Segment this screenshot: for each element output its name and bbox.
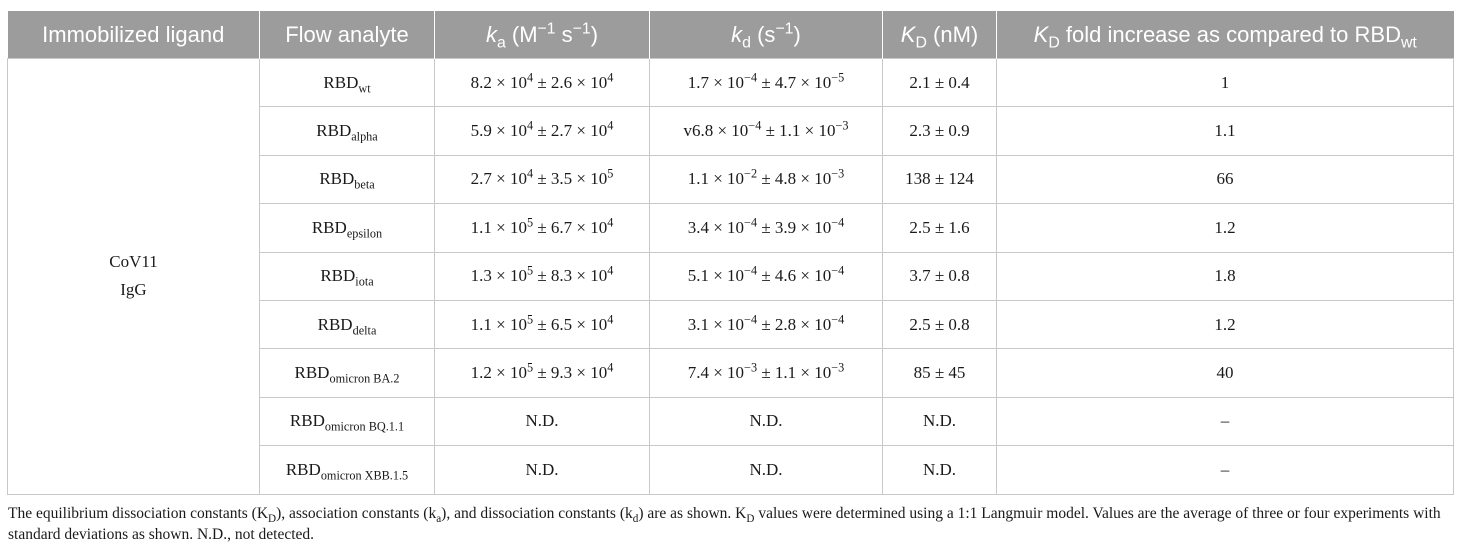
header-cell-fold: $K_D$ fold increase as compared to $RBD_{wt}$ [997, 11, 1454, 59]
kd-cell: $v6.8 \times 10^{-4} \pm 1.1 \times 10^{-3}$ [650, 107, 883, 155]
analyte-base: RBD [323, 72, 359, 92]
ligand-cell [8, 59, 260, 495]
analyte-variant: beta [354, 177, 375, 192]
kd-cell: $1.1 \times 10^{-2} \pm 4.8 \times 10^{-3}$ [650, 155, 883, 203]
fold-cell: – [997, 446, 1454, 494]
fold-cell: 1.8 [997, 252, 1454, 300]
ka-cell: $2.7 \times 10^4 \pm 3.5 \times 10^5$ [435, 155, 650, 203]
analyte-cell [260, 300, 435, 348]
ka-cell: N.D. [435, 446, 650, 494]
header-cell-KD: $K_D$ (nM) [883, 11, 997, 59]
fold-cell: – [997, 397, 1454, 445]
analyte-cell [260, 252, 435, 300]
ligand-line: IgG [120, 280, 147, 300]
ka-cell: $1.2 \times 10^5 \pm 9.3 \times 10^4$ [435, 349, 650, 397]
KD-cell: 2.5 ± 0.8 [883, 300, 997, 348]
analyte-base: RBD [311, 217, 347, 237]
KD-cell: 2.5 ± 1.6 [883, 204, 997, 252]
ligand-line: CoV11 [109, 252, 158, 272]
analyte-cell [260, 107, 435, 155]
KD-cell: N.D. [883, 446, 997, 494]
fold-cell: 40 [997, 349, 1454, 397]
analyte-variant: epsilon [346, 226, 383, 241]
KD-cell: N.D. [883, 397, 997, 445]
analyte-cell [260, 155, 435, 203]
fold-cell: 1.2 [997, 204, 1454, 252]
analyte-base: RBD [320, 266, 356, 286]
KD-cell: 2.3 ± 0.9 [883, 107, 997, 155]
analyte-base: RBD [285, 459, 321, 479]
table-body [8, 59, 1454, 495]
KD-cell: 3.7 ± 0.8 [883, 252, 997, 300]
analyte-variant: delta [352, 322, 377, 337]
ka-cell: $8.2 \times 10^4 \pm 2.6 \times 10^4$ [435, 59, 650, 107]
header-cell-ka: $k_a$ ($M^{-1}$ $s^{-1}$) [435, 11, 650, 59]
kd-cell: N.D. [650, 397, 883, 445]
kd-cell: $5.1 \times 10^{-4} \pm 4.6 \times 10^{-4}$ [650, 252, 883, 300]
analyte-cell [260, 59, 435, 107]
header-suffix-fold: fold increase as compared to $RBD_{wt}$ [1059, 21, 1417, 52]
header-cell-ligand: Immobilized ligand [8, 11, 260, 59]
kd-cell: $7.4 \times 10^{-3} \pm 1.1 \times 10^{-3}$ [650, 349, 883, 397]
analyte-variant: iota [355, 274, 374, 289]
analyte-variant: wt [358, 80, 371, 95]
analyte-base: RBD [289, 411, 325, 431]
header-suffix-ka: ($M^{-1}$ $s^{-1}$) [505, 19, 599, 47]
kd-cell: $3.4 \times 10^{-4} \pm 3.9 \times 10^{-4}$ [650, 204, 883, 252]
analyte-base: RBD [316, 121, 352, 141]
KD-cell: 138 ± 124 [883, 155, 997, 203]
table-row [8, 59, 1454, 107]
kd-cell: $1.7 \times 10^{-4} \pm 4.7 \times 10^{-5}$ [650, 59, 883, 107]
analyte-cell [260, 397, 435, 445]
ka-cell: $1.3 \times 10^5 \pm 8.3 \times 10^4$ [435, 252, 650, 300]
header-suffix-kd: $(s^{-1})$ [750, 19, 801, 47]
fold-cell: 1 [997, 59, 1454, 107]
fold-cell: 1.1 [997, 107, 1454, 155]
fold-cell: 1.2 [997, 300, 1454, 348]
analyte-base: RBD [317, 314, 353, 334]
KD-cell: 2.1 ± 0.4 [883, 59, 997, 107]
analyte-variant: alpha [351, 129, 378, 144]
data-table [7, 11, 1454, 495]
header-row [8, 11, 1454, 59]
analyte-variant: omicron BQ.1.1 [324, 419, 405, 434]
kd-cell: $3.1 \times 10^{-4} \pm 2.8 \times 10^{-4}$ [650, 300, 883, 348]
kd-cell: N.D. [650, 446, 883, 494]
analyte-cell [260, 446, 435, 494]
analyte-base: RBD [294, 363, 330, 383]
fold-cell: 66 [997, 155, 1454, 203]
ka-cell: N.D. [435, 397, 650, 445]
table-footnote: The equilibrium dissociation constants $(K_D)$, association constants $(k_a)$, and dissociation constants $(k_d)$ are as shown. $K_D$ values were determined using a 1:1 Langmuir model. Values are the average of three or four experiments with standard deviations as shown. N.D., not detected. [8, 505, 1441, 543]
ka-cell: $1.1 \times 10^5 \pm 6.7 \times 10^4$ [435, 204, 650, 252]
analyte-variant: omicron BA.2 [329, 371, 400, 386]
ka-cell: $1.1 \times 10^5 \pm 6.5 \times 10^4$ [435, 300, 650, 348]
KD-cell: 85 ± 45 [883, 349, 997, 397]
analyte-cell [260, 349, 435, 397]
analyte-variant: omicron XBB.1.5 [320, 468, 409, 483]
analyte-base: RBD [319, 169, 355, 189]
ka-cell: $5.9 \times 10^4 \pm 2.7 \times 10^4$ [435, 107, 650, 155]
header-cell-analyte: Flow analyte [260, 11, 435, 59]
analyte-cell [260, 204, 435, 252]
header-cell-kd: $k_d$ $(s^{-1})$ [650, 11, 883, 59]
